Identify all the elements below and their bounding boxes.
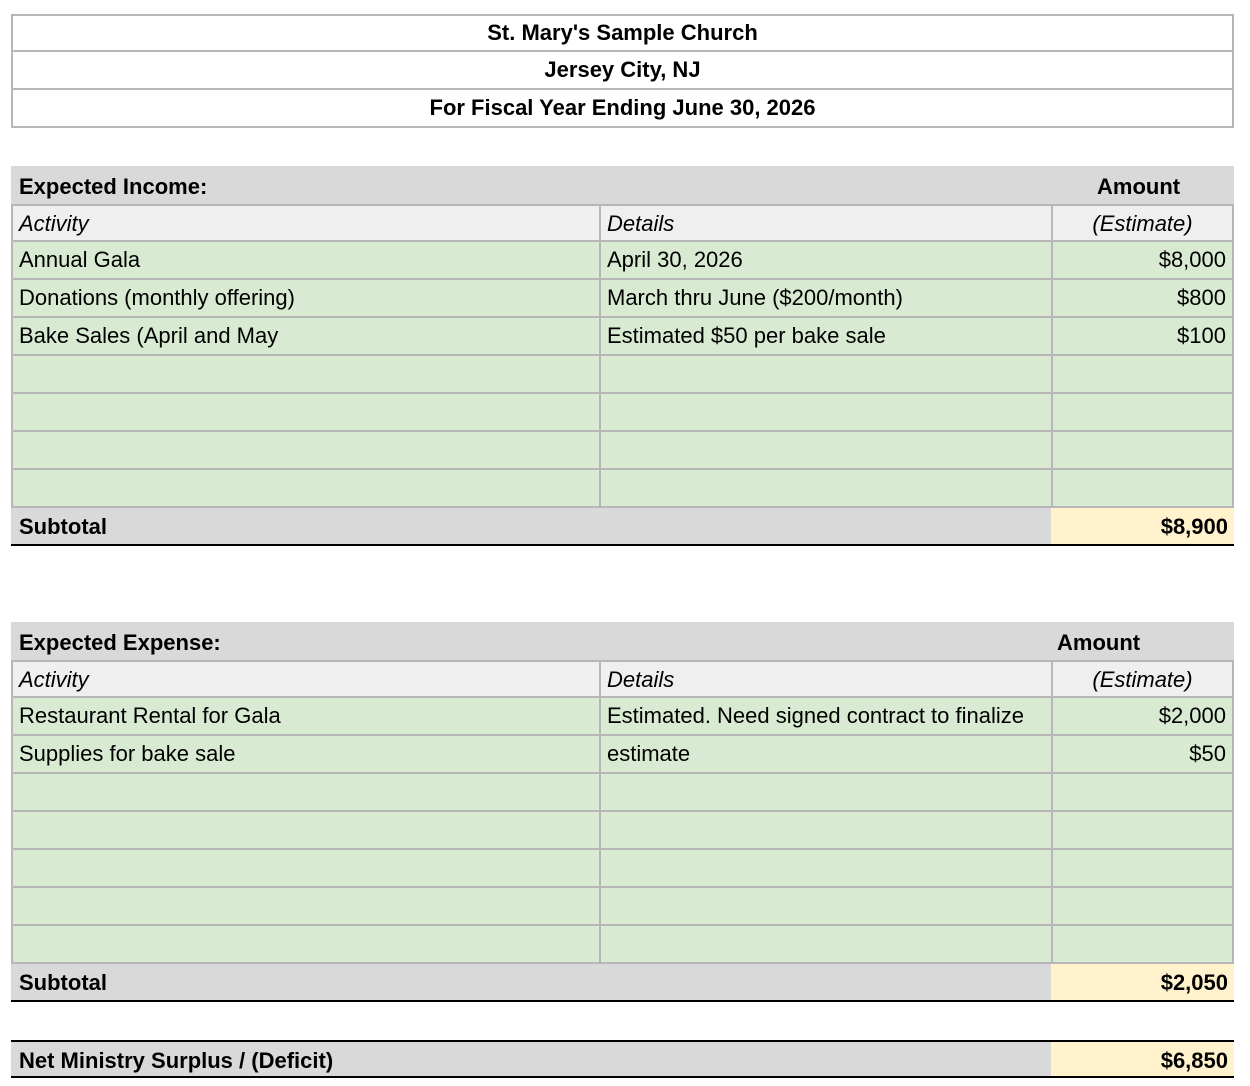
expense-amount-cell[interactable] [1051, 812, 1234, 850]
income-details-cell[interactable] [599, 432, 1051, 470]
table-row [11, 888, 1234, 926]
income-details-cell[interactable]: March thru June ($200/month) [599, 280, 1051, 318]
net-surplus-row [11, 1040, 1234, 1078]
income-amount-label: Amount [1097, 174, 1181, 199]
table-row [11, 698, 1234, 736]
expense-activity-cell[interactable] [11, 850, 599, 888]
expense-header [11, 622, 1234, 660]
income-details-cell[interactable] [599, 470, 1051, 508]
income-activity-cell[interactable]: Donations (monthly offering) [11, 280, 599, 318]
table-row [11, 394, 1234, 432]
income-col-estimate[interactable]: (Estimate) [1051, 204, 1234, 242]
location-cell[interactable] [11, 52, 1234, 90]
expense-col-details[interactable]: Details [599, 660, 1051, 698]
income-col-details[interactable]: Details [599, 204, 1051, 242]
expense-details-cell[interactable]: estimate [599, 736, 1051, 774]
expense-activity-cell[interactable] [11, 774, 599, 812]
expense-activity-cell[interactable] [11, 926, 599, 964]
income-subtotal-value[interactable]: $8,900 [1051, 508, 1234, 544]
income-activity-cell[interactable]: Bake Sales (April and May [11, 318, 599, 356]
expense-subtotal-row [11, 964, 1234, 1002]
income-details-cell[interactable] [599, 356, 1051, 394]
table-row [11, 280, 1234, 318]
table-row [11, 850, 1234, 888]
expense-details-cell[interactable] [599, 774, 1051, 812]
expense-title: Expected Expense: [19, 630, 221, 655]
income-amount-cell[interactable] [1051, 432, 1234, 470]
income-activity-cell[interactable] [11, 356, 599, 394]
expense-details-cell[interactable] [599, 888, 1051, 926]
income-activity-cell[interactable] [11, 470, 599, 508]
income-activity-cell[interactable]: Annual Gala [11, 242, 599, 280]
expense-details-cell[interactable] [599, 926, 1051, 964]
income-details-cell[interactable] [599, 394, 1051, 432]
expense-activity-cell[interactable]: Supplies for bake sale [11, 736, 599, 774]
expense-amount-cell[interactable] [1051, 774, 1234, 812]
expense-amount-cell[interactable] [1051, 850, 1234, 888]
income-activity-cell[interactable] [11, 432, 599, 470]
income-activity-cell[interactable] [11, 394, 599, 432]
income-column-labels [11, 204, 1234, 242]
income-amount-cell[interactable] [1051, 394, 1234, 432]
income-details-cell[interactable]: April 30, 2026 [599, 242, 1051, 280]
expense-details-cell[interactable]: Estimated. Need signed contract to finalize [599, 698, 1051, 736]
expense-amount-cell[interactable] [1051, 888, 1234, 926]
table-row [11, 318, 1234, 356]
expense-col-activity[interactable]: Activity [11, 660, 599, 698]
net-surplus-value[interactable]: $6,850 [1051, 1042, 1234, 1076]
expense-activity-cell[interactable]: Restaurant Rental for Gala [11, 698, 599, 736]
income-amount-cell[interactable]: $800 [1051, 280, 1234, 318]
income-header [11, 166, 1234, 204]
table-row [11, 926, 1234, 964]
income-details-cell[interactable]: Estimated $50 per bake sale [599, 318, 1051, 356]
net-surplus-label[interactable]: Net Ministry Surplus / (Deficit) [11, 1042, 1051, 1076]
income-amount-cell[interactable] [1051, 470, 1234, 508]
income-amount-cell[interactable]: $8,000 [1051, 242, 1234, 280]
expense-amount-label: Amount [1057, 630, 1141, 655]
table-row [11, 356, 1234, 394]
expense-section [11, 622, 1234, 1002]
expense-subtotal-label[interactable]: Subtotal [11, 964, 1051, 1000]
table-row [11, 736, 1234, 774]
income-subtotal-label[interactable]: Subtotal [11, 508, 1051, 544]
expense-activity-cell[interactable] [11, 888, 599, 926]
table-row [11, 470, 1234, 508]
expense-subtotal-value[interactable]: $2,050 [1051, 964, 1234, 1000]
table-row [11, 432, 1234, 470]
expense-details-cell[interactable] [599, 850, 1051, 888]
expense-amount-cell[interactable] [1051, 926, 1234, 964]
table-row [11, 774, 1234, 812]
org-name-cell[interactable] [11, 14, 1234, 52]
org-name: St. Mary's Sample Church [487, 20, 758, 45]
income-section [11, 166, 1234, 546]
fiscal-year: For Fiscal Year Ending June 30, 2026 [429, 95, 816, 120]
location: Jersey City, NJ [544, 57, 701, 82]
expense-details-cell[interactable] [599, 812, 1051, 850]
table-row [11, 812, 1234, 850]
income-subtotal-row [11, 508, 1234, 546]
expense-activity-cell[interactable] [11, 812, 599, 850]
income-title: Expected Income: [19, 174, 208, 199]
expense-column-labels [11, 660, 1234, 698]
income-amount-cell[interactable] [1051, 356, 1234, 394]
expense-col-estimate[interactable]: (Estimate) [1051, 660, 1234, 698]
table-row [11, 242, 1234, 280]
income-amount-cell[interactable]: $100 [1051, 318, 1234, 356]
expense-amount-cell[interactable]: $2,000 [1051, 698, 1234, 736]
expense-amount-cell[interactable]: $50 [1051, 736, 1234, 774]
income-col-activity[interactable]: Activity [11, 204, 599, 242]
net-section [11, 1040, 1234, 1078]
fiscal-year-cell[interactable] [11, 90, 1234, 128]
